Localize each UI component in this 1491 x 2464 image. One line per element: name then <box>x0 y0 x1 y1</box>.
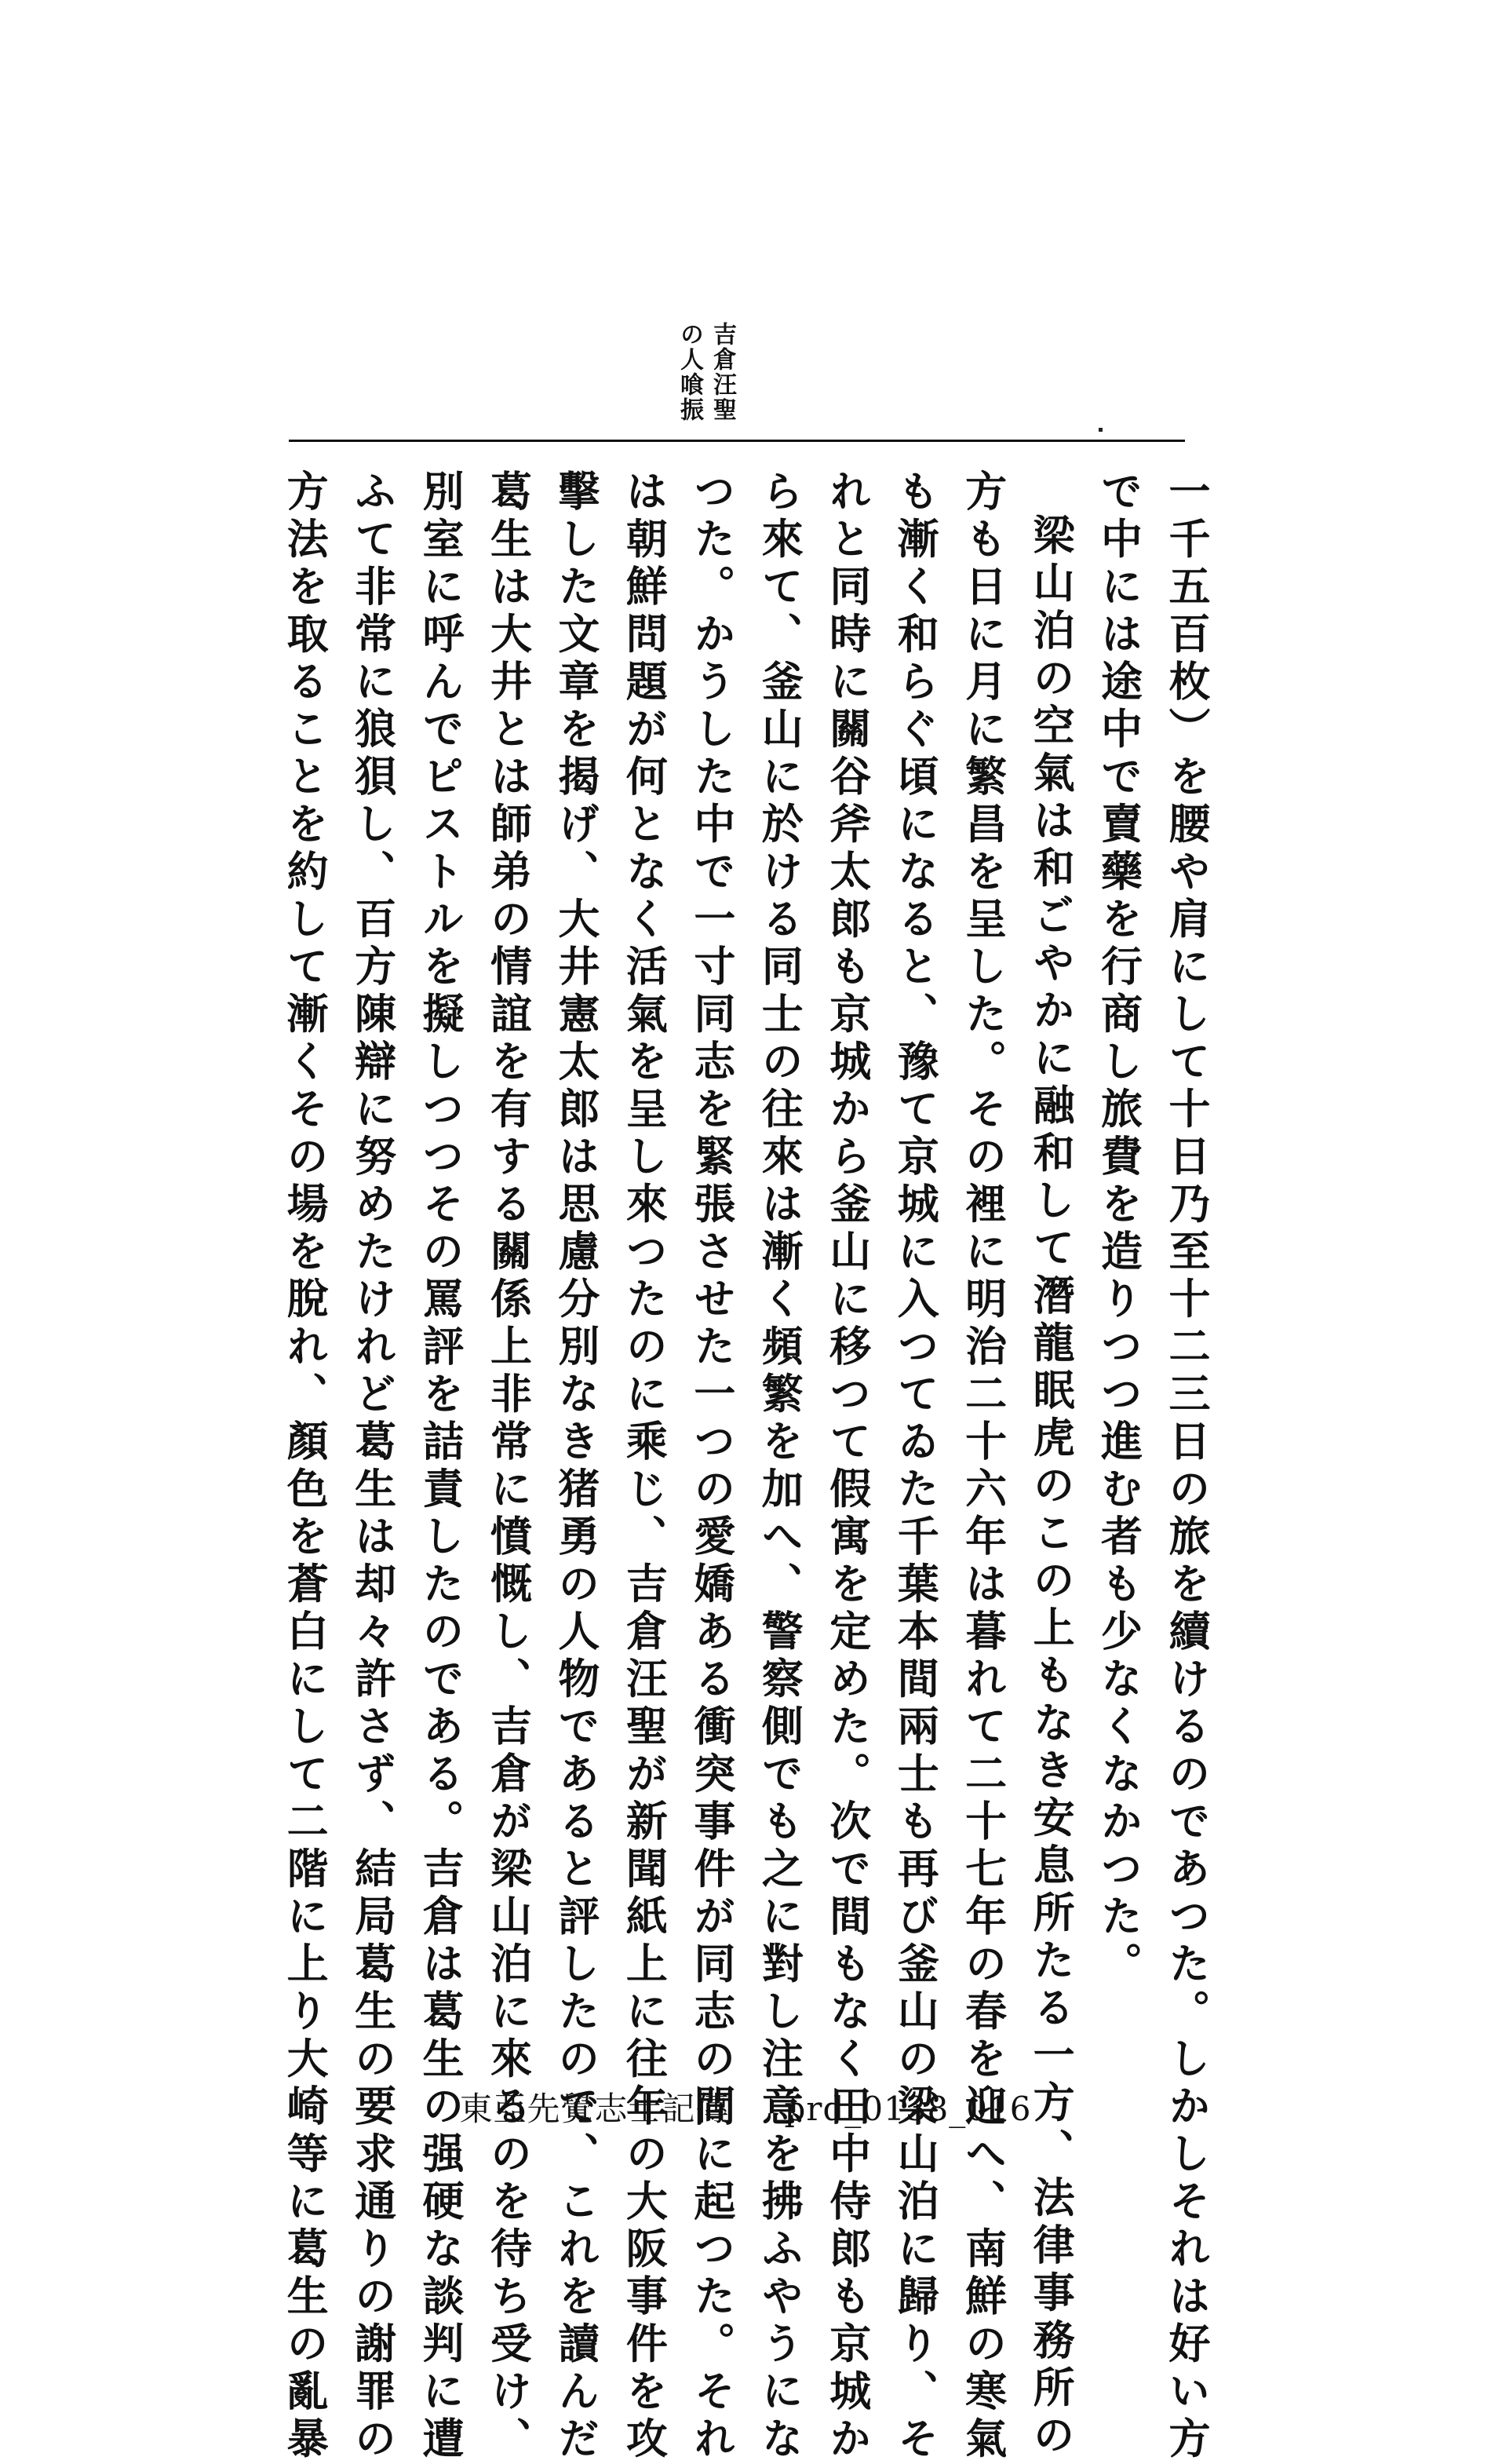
running-head <box>675 322 736 432</box>
text-line-9: は朝鮮問題が何となく活氣を呈し來つたのに乘じ、吉倉汪聖が新聞紙上に往年の大阪事件を攻 <box>619 469 669 2464</box>
text-line-13: ふて非常に狼狽し、百方陳辯に努めたけれど葛生は却々許さず、結局葛生の要求通りの謝罪の <box>348 469 397 2464</box>
page-footer <box>0 2083 1491 2130</box>
text-line-10: 擊した文章を揭げ、大井憲太郎は思慮分別なき猪勇の人物であると評したので、これを讀んだ <box>551 469 600 2464</box>
text-line-12: 別室に呼んでピストルを擬しつつその罵評を詰責したのである。吉倉は葛生の强硬な談判に遭 <box>416 469 465 2464</box>
text-line-5: も漸く和らぐ頃になると、豫て京城に入つてゐた千葉本間兩士も再び釜山の梁山泊に歸り、そ <box>891 469 940 2464</box>
footer-book-title: 東亞先覺志士記傳 <box>459 2090 730 2128</box>
running-head-line-1: 吉倉汪聖 <box>709 322 736 422</box>
text-line-8: つた。かうした中で一寸同志を緊張させた一つの愛嬌ある衝突事件が同志の間に起つた。それ <box>687 469 736 2464</box>
text-line-11: 葛生は大井とは師弟の情誼を有する關係上非常に憤慨し、吉倉が梁山泊に來るのを待ち受け、 <box>483 469 533 2464</box>
text-line-4: 方も日に月に繁昌を呈した。その裡に明治二十六年は暮れて二十七年の春を迎へ、南鮮の寒氣 <box>958 469 1008 2464</box>
running-head-line-2: の人喰振 <box>676 322 703 422</box>
text-line-1: 一千五百枚）を腰や肩にして十日乃至十二三日の旅を續けるのであつた。しかしそれは好い方 <box>1162 469 1211 2464</box>
text-line-6: れと同時に關谷斧太郎も京城から釜山に移つて假寓を定めた。次で間もなく田中侍郎も京城か <box>822 469 872 2464</box>
text-line-7: ら來て、釜山に於ける同士の往來は漸く頻繁を加へ、警察側でも之に對し注意を拂ふやうにな <box>755 469 804 2464</box>
header-rule <box>289 440 1185 442</box>
text-line-3: 梁山泊の空氣は和ごやかに融和して潛龍眠虎のこの上もなき安息所たる一方、法律事務所の <box>1026 513 1076 2461</box>
text-line-2: で中には途中で賣藥を行商し旅費を造りつつ進む者も少なくなかつた。 <box>1094 469 1143 1989</box>
footer-page-id: prd_0138_016 <box>784 2090 1032 2128</box>
rule-mark <box>1099 428 1103 432</box>
text-line-14: 方法を取ることを約して漸くその場を脫れ、顏色を蒼白にして二階に上り大崎等に葛生の亂暴 <box>280 469 330 2464</box>
